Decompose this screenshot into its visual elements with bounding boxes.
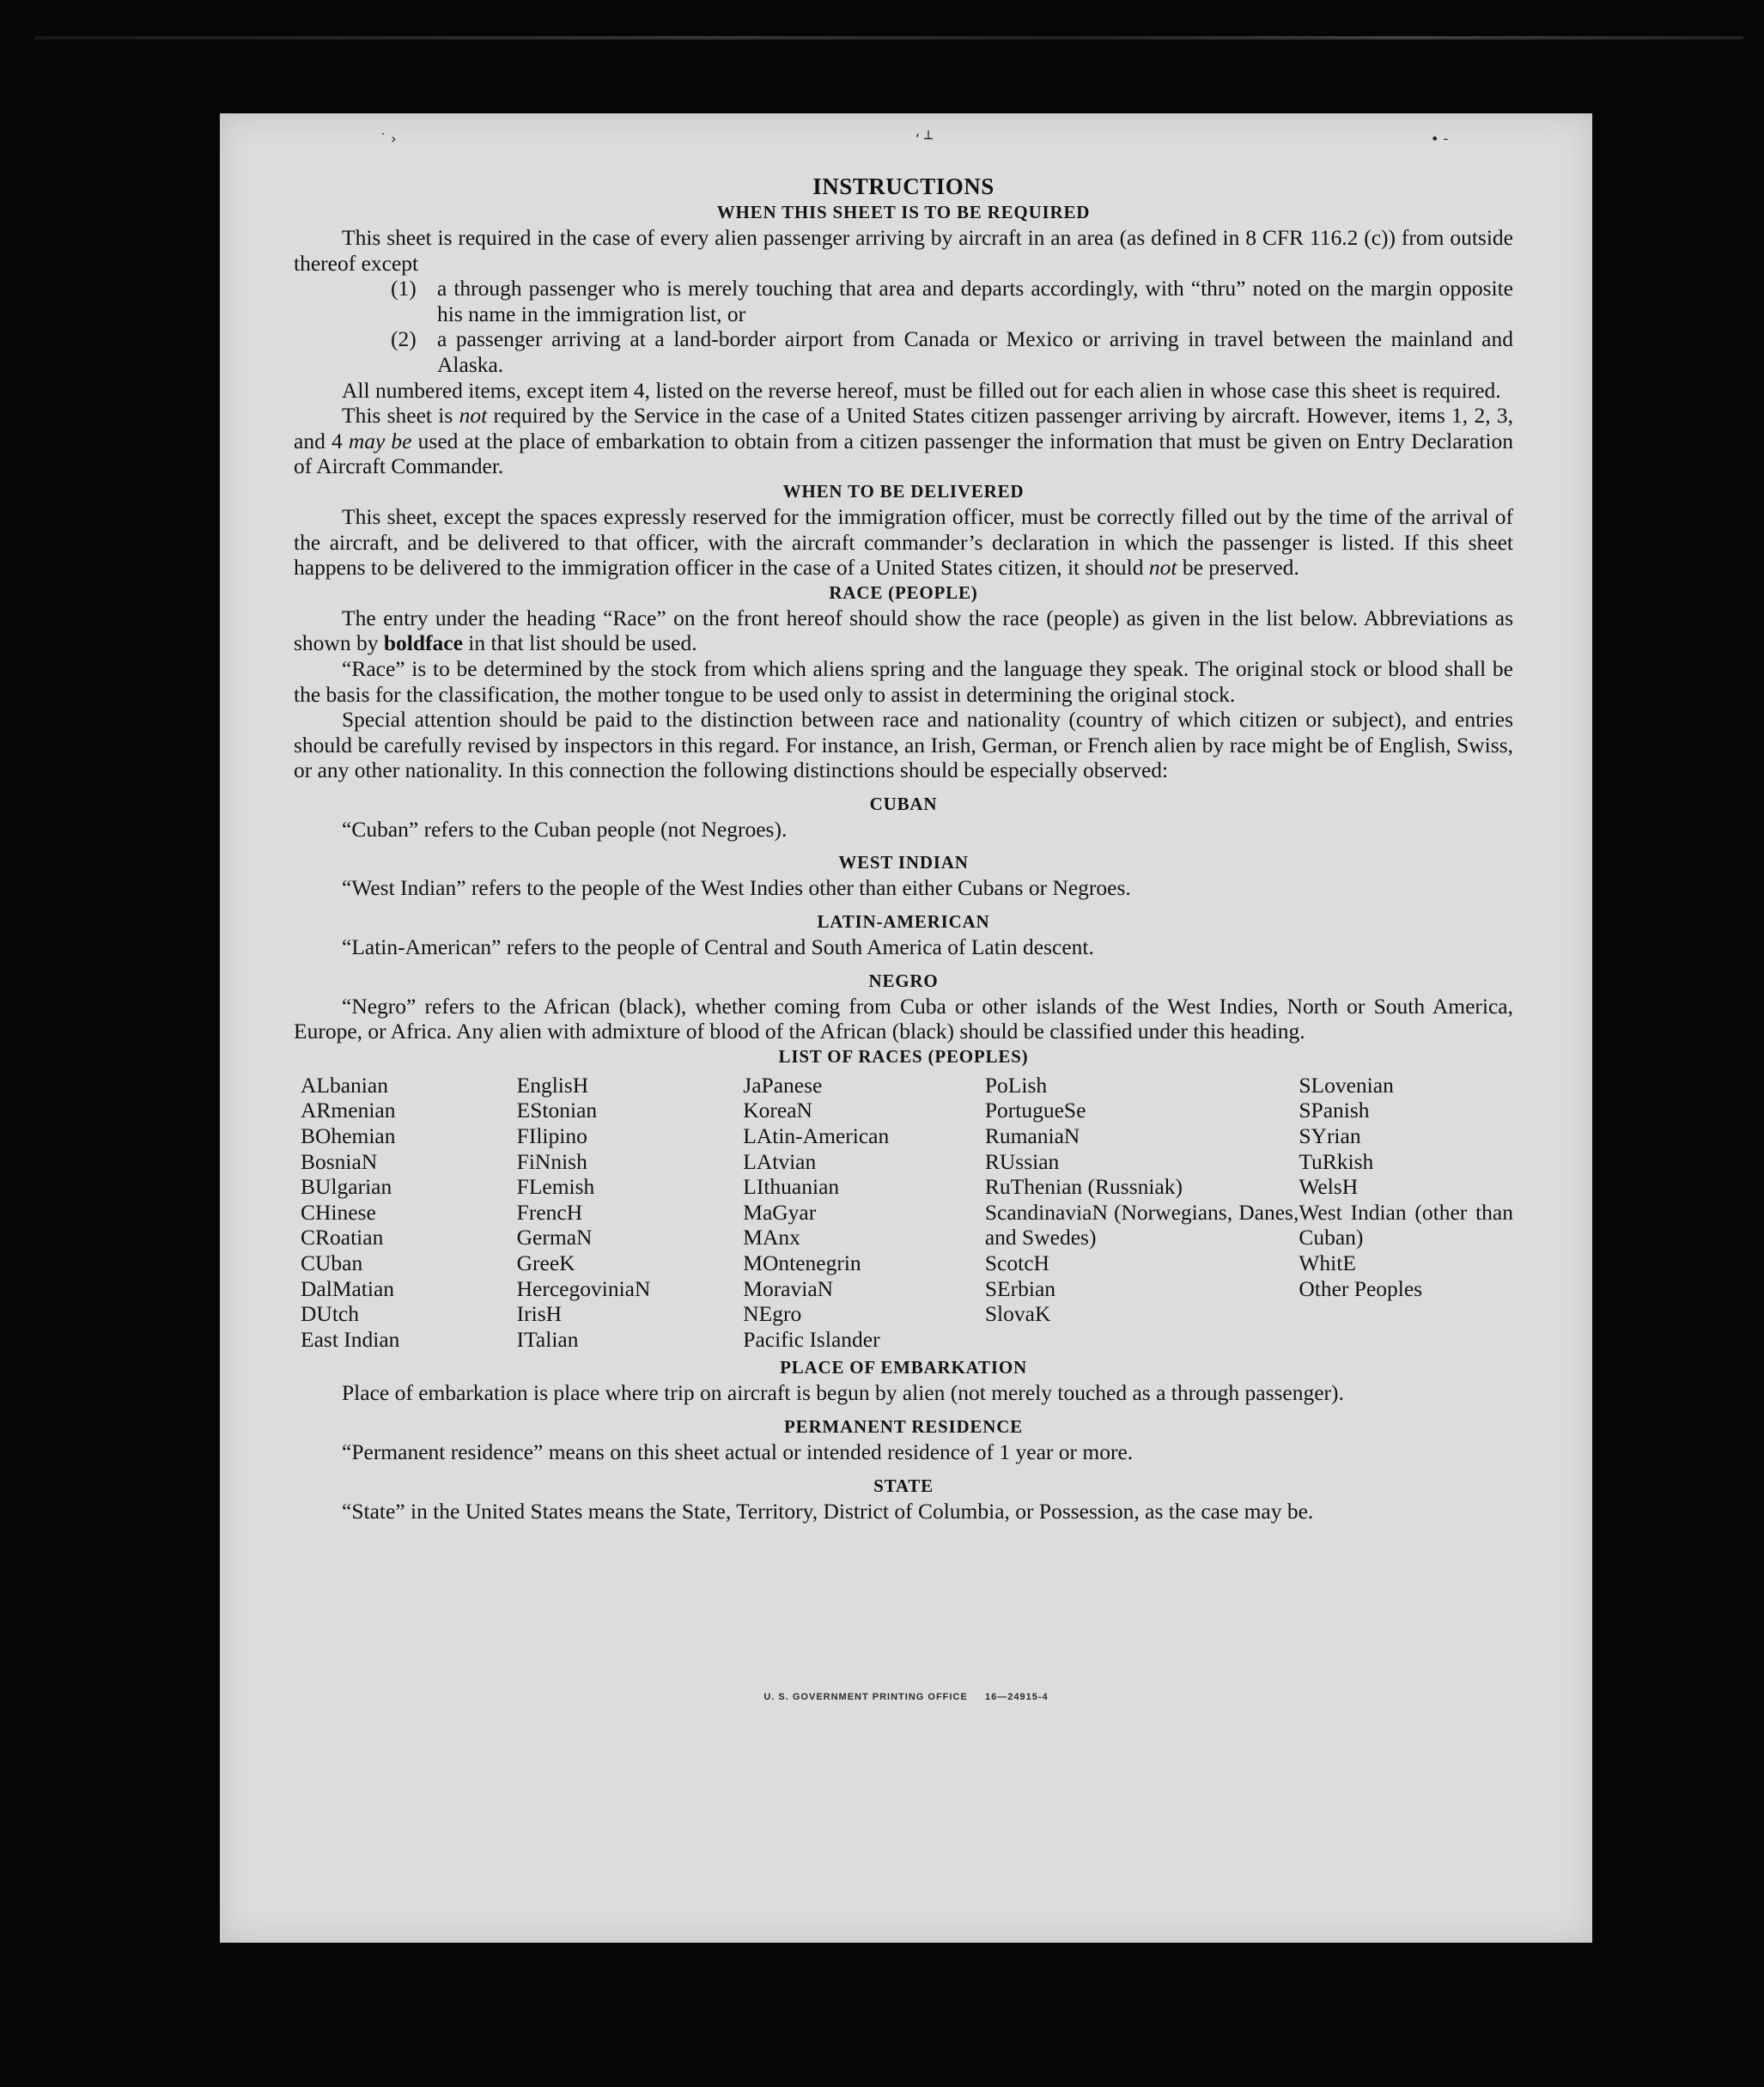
race-entry: West Indian (other than Cuban) xyxy=(1299,1199,1513,1250)
race-column xyxy=(517,1073,744,1353)
heading-cuban: CUBAN xyxy=(869,793,938,814)
race-entry: Other Peoples xyxy=(1299,1275,1423,1301)
heading-race: RACE (PEOPLE) xyxy=(829,581,978,603)
race-entry: RumaniaN xyxy=(984,1123,1080,1149)
registration-mark-icon: ˙ › xyxy=(380,131,397,147)
race-column xyxy=(301,1073,517,1353)
paragraph-race-definition: “Race” is to be determined by the stock from which aliens spring and the language they speak. The original stock or blood shall be the basis for the classification, the mother tongue to be used only to assist in determining the original stock. xyxy=(294,655,1513,707)
exception-item xyxy=(294,276,1513,326)
race-entry: KoreaN xyxy=(743,1098,812,1123)
race-entry: IrisH xyxy=(516,1301,563,1327)
race-entry: DUtch xyxy=(301,1301,359,1327)
race-column xyxy=(1299,1073,1513,1353)
race-entry: PoLish xyxy=(984,1072,1048,1098)
heading-permanent-residence: PERMANENT RESIDENCE xyxy=(784,1415,1023,1437)
heading-when-delivered: WHEN TO BE DELIVERED xyxy=(782,480,1025,502)
paragraph-latin-american: “Latin-American” refers to the people of Central and South America of Latin descent. xyxy=(342,934,1094,960)
exception-text: a through passenger who is merely touching that area and departs accordingly, with “thru” noted on the margin opposite his name in the immigration list, or xyxy=(437,276,1513,326)
paragraph-race-entry: The entry under the heading “Race” on the front hereof should show the race (people) as given in the list below. Abbreviations as shown by boldface in that list should be used. xyxy=(294,605,1513,656)
race-entry: FiNnish xyxy=(516,1148,587,1174)
race-entry: SPanish xyxy=(1299,1098,1370,1123)
race-entry: LIthuanian xyxy=(743,1174,840,1200)
race-entry: ARmenian xyxy=(301,1098,396,1123)
race-list xyxy=(294,1073,1513,1353)
paragraph-west-indian: “West Indian” refers to the people of the West Indies other than either Cubans or Negroes. xyxy=(342,875,1131,901)
race-entry: FrencH xyxy=(516,1199,583,1225)
printing-office: U. S. GOVERNMENT PRINTING OFFICE xyxy=(763,1692,968,1702)
race-entry: CHinese xyxy=(301,1199,376,1225)
paragraph-cuban: “Cuban” refers to the Cuban people (not Negroes). xyxy=(342,816,788,842)
paragraph-place-of-embarkation: Place of embarkation is place where trip on aircraft is begun by alien (not merely touched as a through passenger). xyxy=(342,1380,1344,1406)
paragraph-required-intro: This sheet is required in the case of every alien passenger arriving by aircraft in an area (as defined in 8 CFR 116.2 (c)) from outside thereof except xyxy=(294,225,1513,276)
page-title: INSTRUCTIONS xyxy=(812,173,995,199)
race-column xyxy=(985,1073,1299,1353)
paragraph-negro: “Negro” refers to the African (black), whether coming from Cuba or other islands of the West Indies, North or South America, Europe, or Africa. Any alien with admixture of blood of the African (black) should be classified under this heading. xyxy=(294,993,1513,1044)
race-entry: MaGyar xyxy=(743,1199,817,1225)
race-entry: EStonian xyxy=(516,1098,598,1123)
heading-state: STATE xyxy=(873,1475,934,1496)
race-entry: RUssian xyxy=(984,1148,1060,1174)
race-entry: HercegoviniaN xyxy=(516,1275,651,1301)
exception-item xyxy=(294,326,1513,377)
race-entry: SErbian xyxy=(984,1275,1056,1301)
paragraph-race-nationality: Special attention should be paid to the distinction between race and nationality (country of which citizen or subject), and entries should be carefully revised by inspectors in this regard. For instance, an Irish, German, or French alien by race might be of English, Swiss, or any other nationality. In this connection the following distinctions should be especially observed: xyxy=(294,707,1513,783)
heading-west-indian: WEST INDIAN xyxy=(838,852,969,873)
race-entry: LAtvian xyxy=(743,1148,817,1174)
race-entry: JaPanese xyxy=(743,1072,823,1098)
race-entry: East Indian xyxy=(301,1326,400,1352)
race-entry: SlovaK xyxy=(984,1301,1051,1327)
race-entry: BosniaN xyxy=(301,1148,378,1174)
race-entry: WhitE xyxy=(1299,1250,1356,1275)
race-entry: ScotcH xyxy=(984,1250,1049,1275)
race-entry: SLovenian xyxy=(1299,1072,1394,1098)
heading-negro: NEGRO xyxy=(868,970,939,991)
form-number: 16—24915-4 xyxy=(985,1692,1049,1702)
printing-imprint xyxy=(220,1692,1592,1702)
paragraph-delivery: This sheet, except the spaces expressly reserved for the immigration officer, must be correctly filled out by the time of the arrival of the aircraft, and be delivered to that officer, with the aircraft commander’s declaration in which the passenger is listed. If this sheet happens to be delivered to the immigration officer in the case of a United States citizen, it should not be preserved. xyxy=(294,503,1513,581)
race-entry: MoraviaN xyxy=(743,1275,834,1301)
heading-list-of-races: LIST OF RACES (PEOPLES) xyxy=(778,1045,1029,1067)
instructions-body xyxy=(294,173,1513,1524)
race-entry: RuThenian (Russniak) xyxy=(984,1174,1183,1200)
heading-latin-american: LATIN-AMERICAN xyxy=(817,911,990,933)
race-entry: GermaN xyxy=(516,1225,593,1250)
exception-number: (1) xyxy=(391,276,417,301)
paragraph-citizen: This sheet is not required by the Service in the case of a United States citizen passenger arriving by aircraft. However, items 1, 2, 3, and 4 may be used at the place of embarkation to obtain from a citizen passenger the information that must be given on Entry Declaration of Aircraft Commander. xyxy=(294,403,1514,479)
race-entry: MAnx xyxy=(743,1225,800,1250)
race-entry: WelsH xyxy=(1299,1174,1359,1200)
race-entry: BOhemian xyxy=(301,1123,396,1149)
exception-number: (2) xyxy=(391,326,417,352)
race-entry: ITalian xyxy=(516,1326,579,1352)
race-column xyxy=(743,1073,985,1353)
race-entry: SYrian xyxy=(1299,1123,1361,1149)
exception-text: a passenger arriving at a land-border airport from Canada or Mexico or arriving in travel between the mainland and Alaska. xyxy=(437,326,1513,377)
registration-mark-icon: • ‑ xyxy=(1431,131,1449,147)
race-entry: ScandinaviaN (Norwegians, Danes, and Swedes) xyxy=(984,1199,1299,1250)
heading-place-of-embarkation: PLACE OF EMBARKATION xyxy=(780,1357,1027,1378)
race-entry: LAtin-American xyxy=(743,1123,890,1149)
race-entry: FLemish xyxy=(516,1174,595,1200)
race-entry: EnglisH xyxy=(516,1072,589,1098)
scan-edge-line xyxy=(34,36,1743,40)
paragraph-numbered-items: All numbered items, except item 4, listed on the reverse hereof, must be filled out for each alien in whose case this sheet is required. xyxy=(342,377,1501,403)
race-entry: CRoatian xyxy=(301,1225,384,1250)
race-entry: NEgro xyxy=(743,1301,802,1327)
paragraph-permanent-residence: “Permanent residence” means on this sheet actual or intended residence of 1 year or more. xyxy=(342,1439,1134,1464)
document-page xyxy=(220,113,1592,1943)
race-entry: BUlgarian xyxy=(301,1174,392,1200)
race-entry: GreeK xyxy=(516,1250,575,1275)
registration-mark-icon: ‘ ┴ xyxy=(915,131,933,147)
race-entry: DalMatian xyxy=(301,1275,395,1301)
race-entry: CUban xyxy=(301,1250,363,1275)
paragraph-state: “State” in the United States means the State, Territory, District of Columbia, or Possession, as the case may be. xyxy=(342,1498,1314,1524)
race-entry: ALbanian xyxy=(301,1072,388,1098)
race-entry: FIlipino xyxy=(516,1123,587,1149)
race-entry: MOntenegrin xyxy=(743,1250,861,1275)
race-entry: TuRkish xyxy=(1299,1148,1374,1174)
race-entry: PortugueSe xyxy=(984,1098,1086,1123)
race-entry: Pacific Islander xyxy=(743,1326,880,1352)
heading-when-required: WHEN THIS SHEET IS TO BE REQUIRED xyxy=(716,202,1091,222)
